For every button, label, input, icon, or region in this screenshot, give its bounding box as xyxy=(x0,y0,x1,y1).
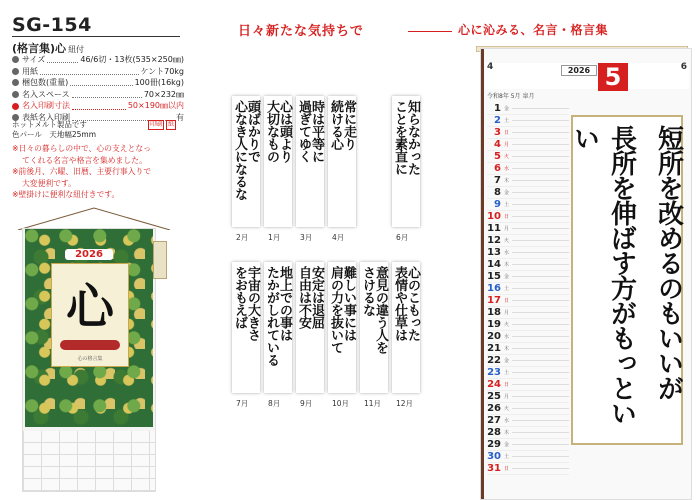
mini-grid xyxy=(23,431,155,491)
weekday: 日 xyxy=(504,298,510,304)
big-month: 5 xyxy=(598,63,628,91)
day-number: 30 xyxy=(487,451,501,462)
day-row xyxy=(487,391,569,403)
day-number: 15 xyxy=(487,271,501,282)
weekday: 木 xyxy=(504,430,510,436)
card-text: 表情や仕草は xyxy=(392,266,407,341)
day-row xyxy=(487,115,569,127)
year-strip xyxy=(485,63,689,89)
weekday: 火 xyxy=(504,154,510,160)
quote-card xyxy=(264,96,292,227)
kanji-heart: 心 xyxy=(65,279,114,335)
badges xyxy=(148,120,176,130)
leader-dots xyxy=(40,68,139,75)
subtitle-text: (格言集)心 xyxy=(12,42,67,55)
fold-text: 紐付 xyxy=(68,45,85,54)
memo-line xyxy=(512,360,569,361)
day-row xyxy=(487,187,569,199)
card-text: 心なき人になるな xyxy=(232,100,247,200)
weekday: 火 xyxy=(504,322,510,328)
day-number: 1 xyxy=(494,103,501,114)
month-label: 1月 xyxy=(268,233,281,242)
memo-line xyxy=(512,408,569,409)
memo-line xyxy=(512,240,569,241)
day-row xyxy=(487,175,569,187)
memo-line xyxy=(512,120,569,121)
month-label: 6月 xyxy=(396,233,409,242)
memo-line xyxy=(512,444,569,445)
day-number: 2 xyxy=(494,115,501,126)
memo-line xyxy=(512,144,569,145)
weekday: 火 xyxy=(504,238,510,244)
note-line: ※日々の暮らしの中で、心の支えとなっ xyxy=(12,144,151,153)
day-number: 9 xyxy=(494,199,501,210)
day-row xyxy=(487,331,569,343)
spec-list xyxy=(12,54,184,124)
memo-line xyxy=(512,372,569,373)
card-text: 安定は退屈 xyxy=(309,266,324,329)
day-number: 27 xyxy=(487,415,501,426)
bullet-icon xyxy=(12,56,19,63)
weekday: 金 xyxy=(504,274,510,280)
memo-line xyxy=(512,132,569,133)
day-row xyxy=(487,139,569,151)
spec-value: 46/6切・13枚(535×250㎜) xyxy=(80,55,184,64)
weekday: 水 xyxy=(504,250,510,256)
weekday: 土 xyxy=(504,286,510,292)
day-number: 6 xyxy=(494,163,501,174)
weekday: 日 xyxy=(504,214,510,220)
day-number: 19 xyxy=(487,319,501,330)
red-ribbon xyxy=(60,340,120,350)
next-month-mini xyxy=(631,62,687,72)
day-number: 28 xyxy=(487,427,501,438)
day-number: 22 xyxy=(487,355,501,366)
card-text: たかがしれている xyxy=(264,266,279,366)
day-row xyxy=(487,319,569,331)
day-number: 25 xyxy=(487,391,501,402)
card-text: 常に走り xyxy=(341,100,356,150)
weekday: 金 xyxy=(504,106,510,112)
hanging-cord xyxy=(14,206,174,230)
card-text: をおもえば xyxy=(232,266,247,329)
weekday: 火 xyxy=(504,406,510,412)
quote-line-2: 長所を伸ばす方がもっといい xyxy=(569,125,637,425)
day-row xyxy=(487,247,569,259)
month-label: 11月 xyxy=(364,399,382,408)
quote-card xyxy=(328,262,356,393)
month-label: 10月 xyxy=(332,399,350,408)
bullet-icon xyxy=(12,91,19,98)
day-row xyxy=(487,307,569,319)
day-row xyxy=(487,103,569,115)
memo-line xyxy=(512,264,569,265)
month-label: 12月 xyxy=(396,399,414,408)
memo-line xyxy=(512,336,569,337)
green-pattern xyxy=(25,229,153,427)
spec-value: ケント70kg xyxy=(140,66,184,76)
memo-line xyxy=(512,156,569,157)
day-row xyxy=(487,271,569,283)
day-row xyxy=(487,163,569,175)
day-number: 23 xyxy=(487,367,501,378)
memo-line xyxy=(512,192,569,193)
header-dash xyxy=(408,31,452,32)
day-row xyxy=(487,211,569,223)
spec-key: 名入印刷寸法 xyxy=(22,101,70,111)
quote-card xyxy=(328,96,356,227)
day-row xyxy=(487,259,569,271)
spec-row xyxy=(12,66,184,78)
day-number: 17 xyxy=(487,295,501,306)
memo-line xyxy=(512,216,569,217)
quote-card xyxy=(360,262,388,393)
note-line: 大変便利です。 xyxy=(22,178,76,188)
paper-badge: 紙 xyxy=(168,121,175,128)
big-calendar xyxy=(480,48,692,500)
spec-value: 有 xyxy=(176,112,184,122)
day-row xyxy=(487,367,569,379)
card-text: 大切なもの xyxy=(264,100,279,163)
quote-frame xyxy=(571,115,683,445)
spec-value: 70×232㎜ xyxy=(143,89,184,99)
bullet-icon xyxy=(12,103,19,110)
day-row xyxy=(487,235,569,247)
day-number: 11 xyxy=(487,223,501,234)
spec-key: サイズ xyxy=(22,55,46,64)
quote-card xyxy=(232,96,260,227)
month-label: 4月 xyxy=(332,233,345,242)
memo-line xyxy=(512,468,569,469)
weekday: 土 xyxy=(504,118,510,124)
weekday: 木 xyxy=(504,262,510,268)
card-text: 宇宙の大きさ xyxy=(245,266,260,341)
day-row xyxy=(487,223,569,235)
weekday: 月 xyxy=(504,142,510,148)
weekday: 水 xyxy=(504,334,510,340)
card-text: ことを素直に xyxy=(392,100,407,175)
day-row xyxy=(487,463,569,475)
memo-line xyxy=(512,204,569,205)
month-label: 2月 xyxy=(236,233,249,242)
spec-key: 用紙 xyxy=(22,66,38,76)
weekday: 土 xyxy=(504,454,510,460)
weekday: 土 xyxy=(504,202,510,208)
leader-dots xyxy=(72,103,126,110)
day-number: 13 xyxy=(487,247,501,258)
weekday: 日 xyxy=(504,382,510,388)
memo-line xyxy=(512,348,569,349)
leader-dots xyxy=(47,56,78,63)
spec-value: 100冊(16kg) xyxy=(134,78,184,88)
day-row xyxy=(487,415,569,427)
mini-year: 2026 xyxy=(65,249,113,260)
day-number: 8 xyxy=(494,187,501,198)
card-text: 過ぎてゆく xyxy=(296,100,311,163)
mini-calendar xyxy=(22,228,156,492)
memo-line xyxy=(512,432,569,433)
card-text: 難しい事には xyxy=(341,266,356,341)
spec-key: 表紙名入印刷 xyxy=(22,112,70,122)
card-text: 頭ばかりで xyxy=(245,100,260,163)
memo-line xyxy=(512,228,569,229)
day-number: 4 xyxy=(494,139,501,150)
bullet-icon xyxy=(12,68,19,75)
day-number: 5 xyxy=(494,151,501,162)
day-number: 7 xyxy=(494,175,501,186)
card-text: 肩の力を抜いて xyxy=(328,266,343,354)
spec-key: 名入スペース xyxy=(22,89,70,99)
memo-line xyxy=(512,252,569,253)
day-number: 24 xyxy=(487,379,501,390)
day-row xyxy=(487,295,569,307)
spine xyxy=(481,49,484,499)
quote-line-1: 短所を改めるのもいいが xyxy=(653,125,684,400)
spec-row xyxy=(12,100,184,112)
bullet-icon xyxy=(12,79,19,86)
prev-month-number: 4 xyxy=(487,62,494,72)
memo-line xyxy=(512,420,569,421)
day-row xyxy=(487,283,569,295)
spec-value: 50×190㎜以内 xyxy=(127,101,184,111)
card-text: 地上での事は xyxy=(277,266,292,341)
spec-key: 梱包数(重量) xyxy=(22,78,69,88)
card-text: 時は平等に xyxy=(309,100,324,163)
weekday: 木 xyxy=(504,346,510,352)
day-number: 29 xyxy=(487,439,501,450)
day-list xyxy=(487,103,569,474)
reiwa-date: 令和8年 5月 皐月 xyxy=(487,93,535,100)
side-tag xyxy=(153,241,167,279)
header-title: 日々新たな気持ちで xyxy=(238,24,364,39)
quote-card xyxy=(232,262,260,393)
day-number: 31 xyxy=(487,463,501,474)
weekday: 日 xyxy=(504,130,510,136)
leader-dots xyxy=(70,79,132,86)
notes-red xyxy=(12,143,182,201)
memo-line xyxy=(512,324,569,325)
mini-caption: 心の格言集 xyxy=(77,356,103,362)
prev-month-mini xyxy=(487,62,543,72)
card-text: 心のこもった xyxy=(405,266,420,341)
day-row xyxy=(487,451,569,463)
memo-line xyxy=(512,180,569,181)
day-row xyxy=(487,127,569,139)
weekday: 水 xyxy=(504,418,510,424)
memo-line xyxy=(512,456,569,457)
card-text: 意見の違う人を xyxy=(373,266,388,354)
weekday: 月 xyxy=(504,226,510,232)
day-number: 18 xyxy=(487,307,501,318)
quote-card xyxy=(392,96,420,227)
quote-card xyxy=(264,262,292,393)
spec-row xyxy=(12,54,184,66)
card-text: 自由は不安 xyxy=(296,266,311,329)
card-text: 知らなかった xyxy=(405,100,420,175)
day-row xyxy=(487,439,569,451)
weekday: 金 xyxy=(504,190,510,196)
weekday: 金 xyxy=(504,442,510,448)
card-text: 心は頭より xyxy=(277,100,292,163)
day-row xyxy=(487,355,569,367)
card-text: さけるな xyxy=(360,266,375,316)
day-number: 21 xyxy=(487,343,501,354)
card-text: 続ける心 xyxy=(328,100,343,150)
big-year: 2026 xyxy=(561,65,597,76)
month-label: 8月 xyxy=(268,399,281,408)
notes-black xyxy=(12,120,96,140)
spec-row xyxy=(12,89,184,101)
divider xyxy=(12,36,180,37)
print-badge: 印刷 xyxy=(150,121,163,128)
day-number: 26 xyxy=(487,403,501,414)
note-line: ※壁掛けに便利な紐付きです。 xyxy=(12,190,120,199)
memo-line xyxy=(512,276,569,277)
memo-line xyxy=(512,396,569,397)
note-line: てくれる名言や格言を集めました。 xyxy=(22,155,147,165)
day-row xyxy=(487,427,569,439)
note-line: ※前後月、六曜、旧暦、主要行事入りで xyxy=(12,167,152,176)
memo-line xyxy=(512,108,569,109)
day-number: 20 xyxy=(487,331,501,342)
next-month-number: 6 xyxy=(680,62,687,72)
note-line: 色パール 天地幅25mm xyxy=(12,130,97,139)
day-row xyxy=(487,379,569,391)
kanji-panel xyxy=(51,263,129,367)
day-number: 16 xyxy=(487,283,501,294)
header-subtitle: 心に沁みる、名言・格言集 xyxy=(458,23,609,37)
weekday: 水 xyxy=(504,166,510,172)
month-label: 7月 xyxy=(236,399,249,408)
memo-line xyxy=(512,168,569,169)
product-code: SG-154 xyxy=(12,14,92,36)
memo-line xyxy=(512,300,569,301)
weekday: 木 xyxy=(504,178,510,184)
weekday: 月 xyxy=(504,310,510,316)
note-line: ホットメルト製品です xyxy=(12,120,87,129)
leader-dots xyxy=(72,91,142,98)
month-label: 3月 xyxy=(300,233,313,242)
day-number: 3 xyxy=(494,127,501,138)
weekday: 月 xyxy=(504,394,510,400)
weekday: 土 xyxy=(504,370,510,376)
month-label: 9月 xyxy=(300,399,313,408)
weekday: 日 xyxy=(504,466,510,472)
day-row xyxy=(487,151,569,163)
quote-card xyxy=(296,262,324,393)
quote-card xyxy=(296,96,324,227)
day-number: 12 xyxy=(487,235,501,246)
memo-line xyxy=(512,384,569,385)
spec-row xyxy=(12,77,184,89)
day-row xyxy=(487,199,569,211)
day-number: 10 xyxy=(487,211,501,222)
quote-card xyxy=(392,262,420,393)
memo-line xyxy=(512,288,569,289)
day-row xyxy=(487,343,569,355)
memo-line xyxy=(512,312,569,313)
weekday: 金 xyxy=(504,358,510,364)
day-row xyxy=(487,403,569,415)
day-number: 14 xyxy=(487,259,501,270)
